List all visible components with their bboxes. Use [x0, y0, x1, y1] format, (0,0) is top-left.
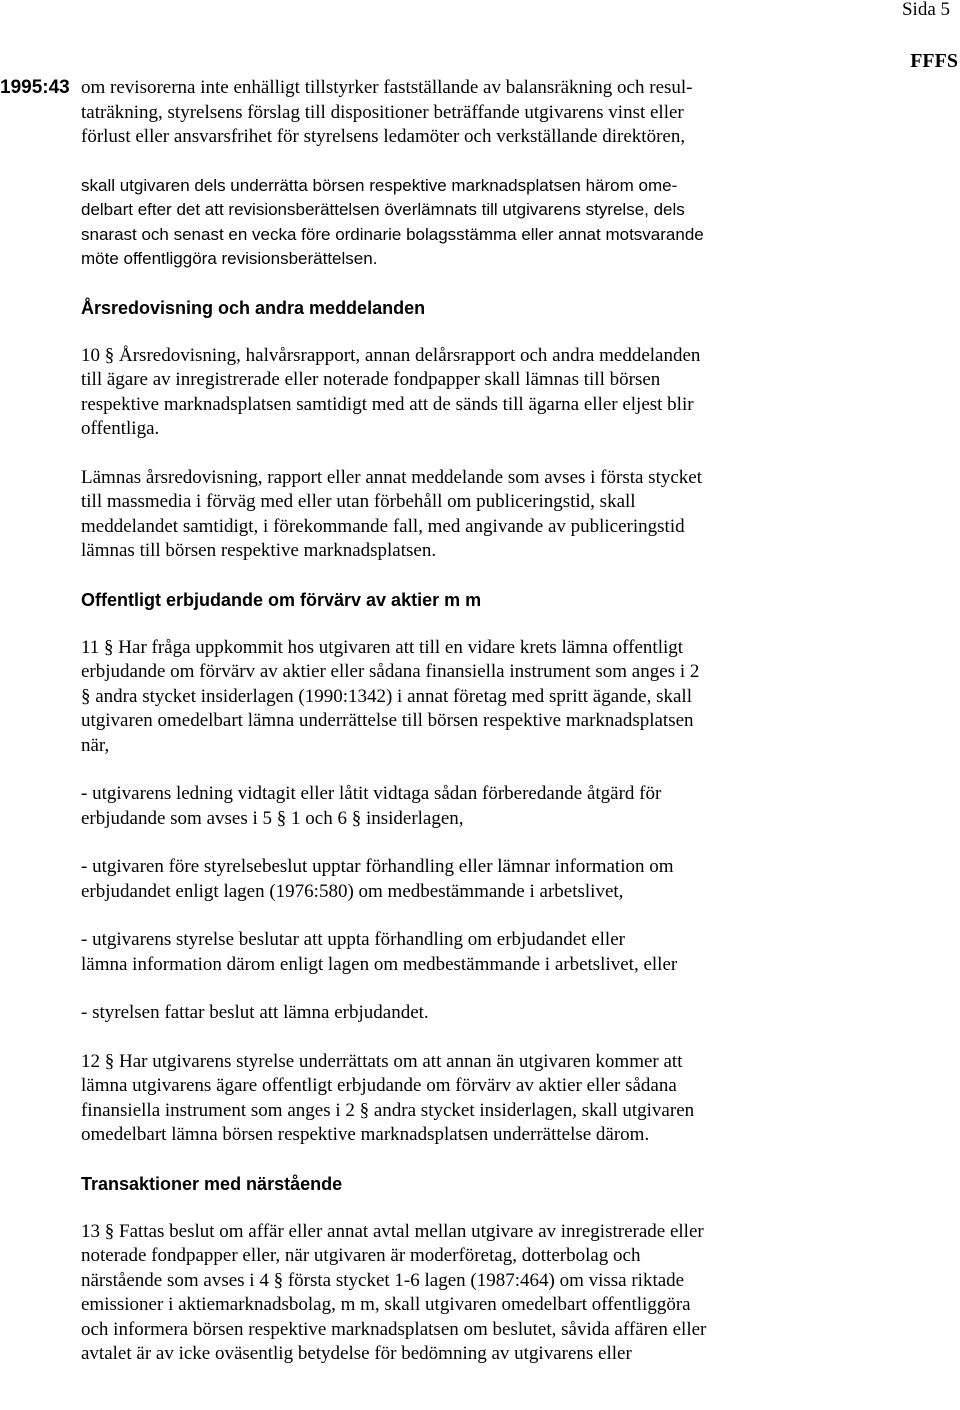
- text-line: 13 § Fattas beslut om affär eller annat avtal mellan utgivare av inregistrerade eller: [81, 1220, 704, 1242]
- text-line: lämnas till börsen respektive marknadsplatsen.: [81, 540, 437, 561]
- text-line: meddelandet samtidigt, i förekommande fall, med angivande av publiceringstid: [81, 515, 685, 537]
- list-item: [81, 1001, 801, 1026]
- text-line: lämna information därom enligt lagen om medbestämmande i arbetslivet, eller: [81, 953, 678, 975]
- text-line: § andra stycket insiderlagen (1990:1342) i annat företag med spritt ägande, skall: [81, 685, 692, 707]
- paragraph-10-stycke-2: [81, 466, 801, 564]
- text-line: närstående som avses i 4 § första stycket 1-6 lagen (1987:464) om vissa riktade: [81, 1269, 685, 1291]
- text-line: utgivaren omedelbart lämna underrättelse till börsen respektive marknadsplatsen: [81, 710, 694, 731]
- document-body: [81, 76, 801, 1367]
- section-heading: Offentligt erbjudande om förvärv av aktier m m: [81, 589, 482, 610]
- text-line: och informera börsen respektive marknadsplatsen om beslutet, såvida affären eller: [81, 1318, 707, 1340]
- paragraph-2: [81, 174, 801, 272]
- text-line: noterade fondpapper eller, när utgivaren är moderföretag, dotterbolag och: [81, 1245, 641, 1266]
- text-line: erbjudande som avses i 5 § 1 och 6 § insiderlagen,: [81, 807, 464, 829]
- text-line: förlust eller ansvarsfrihet för styrelsens ledamöter och verkställande direktören,: [81, 126, 686, 147]
- text-line: omedelbart lämna börsen respektive marknadsplatsen underrättelse därom.: [81, 1124, 650, 1145]
- text-line: taträkning, styrelsens förslag till dispositioner beträffande utgivarens vinst eller: [81, 101, 684, 123]
- paragraph-1: [81, 76, 801, 150]
- text-line: 10 § Årsredovisning, halvårsrapport, annan delårsrapport och andra meddelanden: [81, 344, 701, 366]
- text-line: respektive marknadsplatsen samtidigt med att de sänds till ägarna eller eljest blir: [81, 393, 694, 415]
- text-line: - utgivaren före styrelsebeslut upptar förhandling eller lämnar information om: [81, 856, 674, 877]
- paragraph-11: [81, 636, 801, 759]
- text-line: lämna utgivarens ägare offentligt erbjudande om förvärv av aktier eller sådana: [81, 1075, 677, 1096]
- text-line: 12 § Har utgivarens styrelse underrättats om att annan än utgivaren kommer att: [81, 1050, 683, 1072]
- text-line: erbjudande om förvärv av aktier eller sådana finansiella instrument som anges i 2: [81, 661, 700, 682]
- page-number: Sida 5: [901, 0, 950, 20]
- text-line: om revisorerna inte enhälligt tillstyrker fastställande av balansräkning och resul-: [81, 77, 693, 98]
- text-line: finansiella instrument som anges i 2 § andra stycket insiderlagen, skall utgivaren: [81, 1099, 695, 1121]
- issue-number: 1995:43: [0, 77, 70, 98]
- list-item: [81, 928, 801, 977]
- text-line: när,: [81, 734, 110, 756]
- text-line: till ägare av inregistrerade eller noterade fondpapper skall lämnas till börsen: [81, 369, 661, 390]
- paragraph-13: [81, 1220, 801, 1367]
- text-line: avtalet är av icke oväsentlig betydelse för bedömning av utgivarens eller: [81, 1343, 632, 1364]
- series-code: FFFS: [910, 50, 958, 72]
- list-item: [81, 782, 801, 831]
- text-line: Lämnas årsredovisning, rapport eller annat meddelande som avses i första stycket: [81, 466, 702, 488]
- text-line: möte offentliggöra revisionsberättelsen.: [81, 249, 378, 268]
- text-line: till massmedia i förväg med eller utan förbehåll om publiceringstid, skall: [81, 491, 636, 512]
- text-line: emissioner i aktiemarknadsbolag, m m, skall utgivaren omedelbart offentliggöra: [81, 1294, 691, 1315]
- paragraph-12: [81, 1050, 801, 1148]
- list-item: [81, 855, 801, 904]
- text-line: offentliga.: [81, 418, 160, 439]
- text-line: skall utgivaren dels underrätta börsen respektive marknadsplatsen härom ome-: [81, 175, 678, 195]
- text-line: 11 § Har fråga uppkommit hos utgivaren att till en vidare krets lämna offentligt: [81, 636, 684, 658]
- text-line: - utgivarens ledning vidtagit eller låtit vidtaga sådan förberedande åtgärd för: [81, 783, 662, 804]
- text-line: delbart efter det att revisionsberättelsen överlämnats till utgivarens styrelse, dels: [81, 200, 685, 219]
- text-line: erbjudandet enligt lagen (1976:580) om medbestämmande i arbetslivet,: [81, 880, 624, 902]
- section-heading: Årsredovisning och andra meddelanden: [81, 297, 426, 318]
- text-line: - styrelsen fattar beslut att lämna erbjudandet.: [81, 1002, 429, 1023]
- section-heading: Transaktioner med närstående: [81, 1173, 343, 1194]
- text-line: - utgivarens styrelse beslutar att uppta förhandling om erbjudandet eller: [81, 929, 625, 950]
- paragraph-10: [81, 344, 801, 442]
- text-line: snarast och senast en vecka före ordinarie bolagsstämma eller annat motsvarande: [81, 224, 704, 244]
